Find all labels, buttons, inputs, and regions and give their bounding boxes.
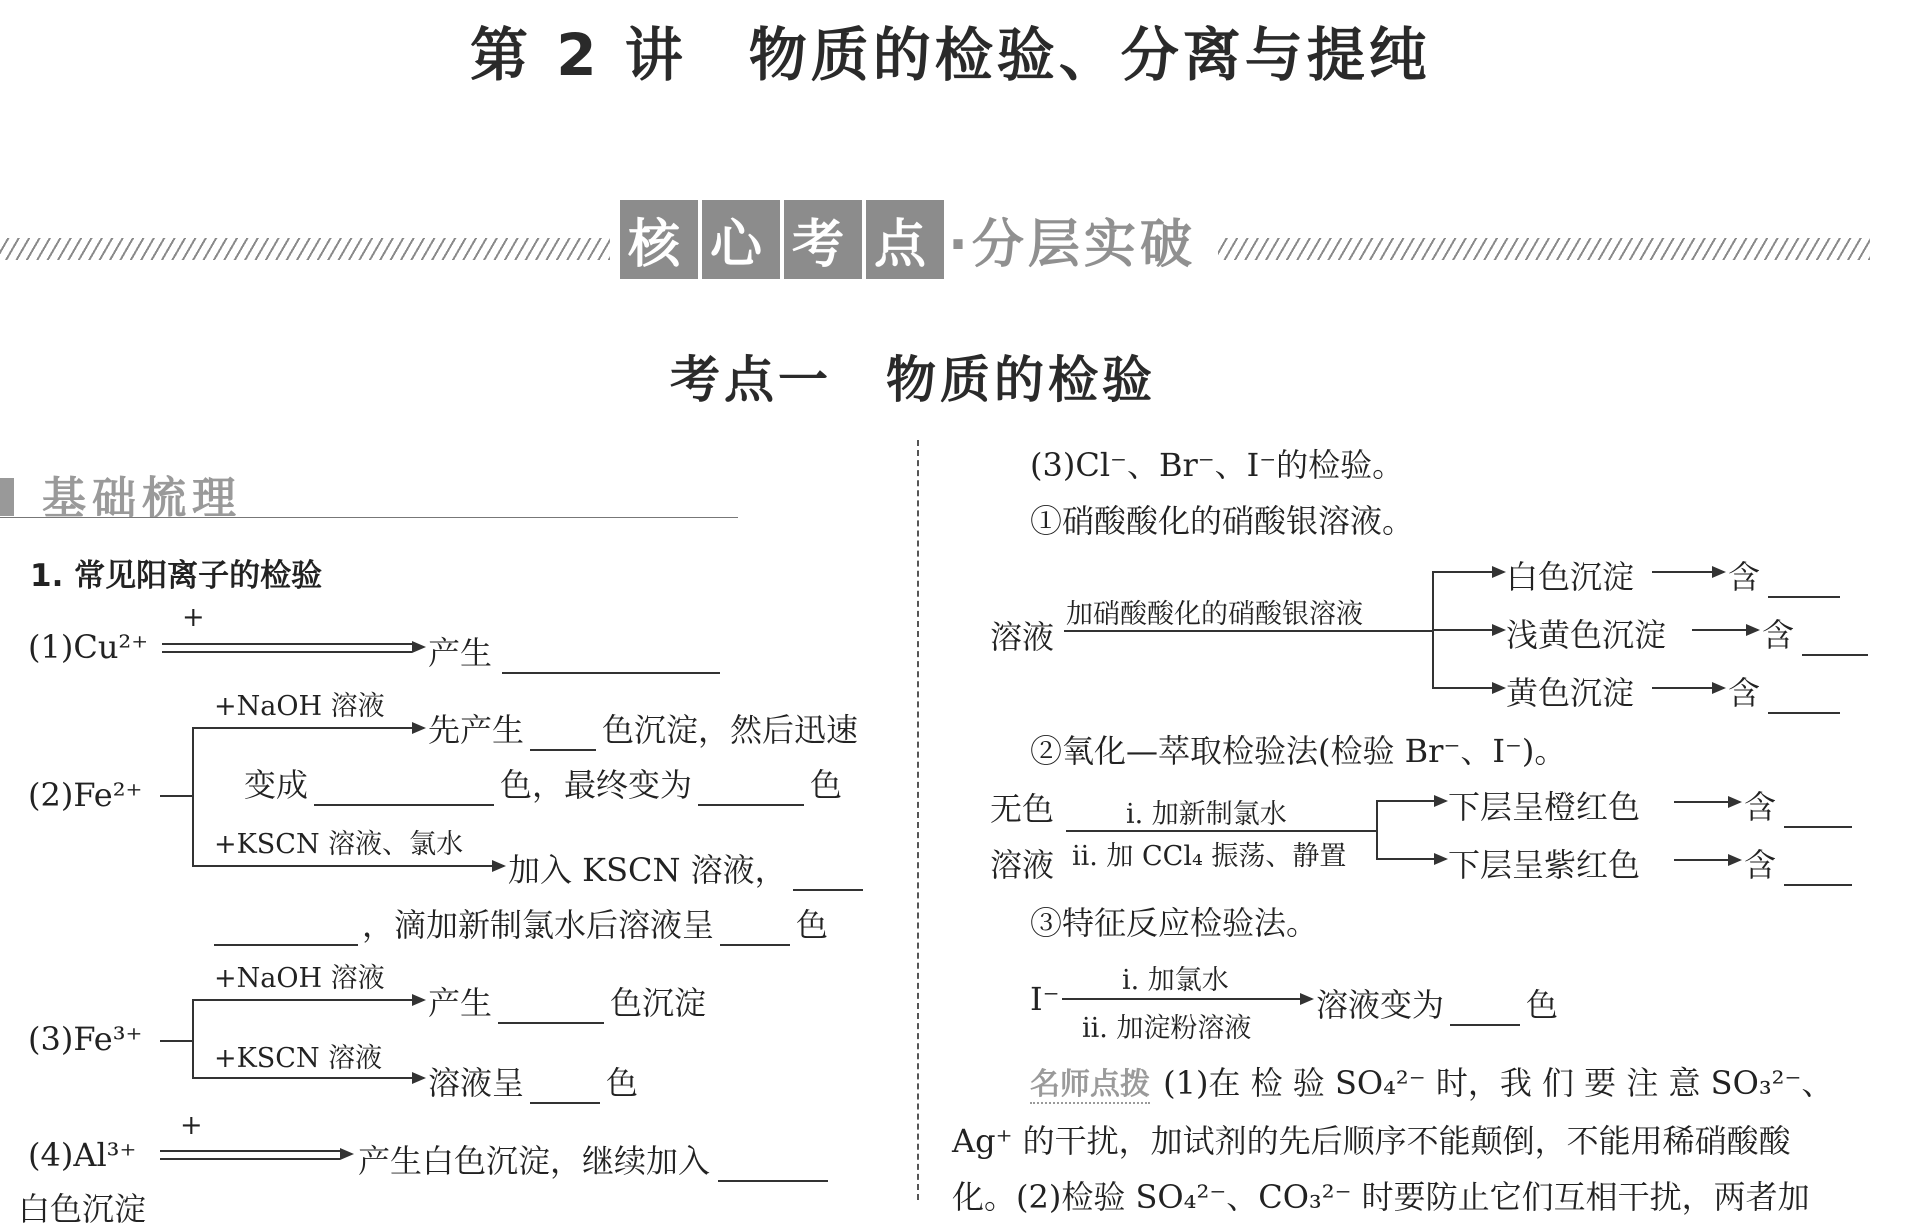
fe2-bracket [192,728,194,866]
m2-contain-purple [1744,840,1852,886]
teacher-tip-line3: 化。(2)检验 SO₄²⁻、CO₃²⁻ 时要防止它们互相干扰，两者加 [952,1178,1810,1216]
m1-solution: 溶液 [990,618,1055,656]
fe3-branch1-text-b: 色沉淀 [610,984,707,1022]
page-title: 第 2 讲 物质的检验、分离与提纯 [470,21,1431,89]
fe2-line2-a: 变成 [244,766,309,804]
answer-blank [498,992,604,1024]
al-ion: (4)Al³⁺ [28,1136,137,1174]
answer-blank [1784,796,1852,828]
m2-step2: ⅱ. 加 CCl₄ 振荡、静置 [1072,841,1347,872]
fe3-bracket [192,1000,194,1078]
m1-contain-label: 含 [1728,674,1761,712]
heading-cation-tests: 1. 常见阳离子的检验 [30,558,323,594]
fe2-branch1-reagent: +NaOH 溶液 [214,691,385,722]
banner-box-char: 核 [620,200,698,279]
banner-hatch-right [1218,238,1870,260]
teacher-tip-text: (1)在 检 验 SO₄²⁻ 时，我 们 要 注 意 SO₃²⁻、 [1163,1064,1834,1102]
fe2-branch2-text: 加入 KSCN 溶液， [508,851,787,889]
m2-contain-label: 含 [1744,846,1777,884]
m1-branch-label: 黄色沉淀 [1506,674,1635,712]
answer-blank [1450,994,1520,1026]
teacher-tip-label: 名师点拨 [1030,1067,1150,1102]
m2-branch-orange [1448,782,1640,828]
fe2-ion: (2)Fe²⁺ [28,776,143,814]
m1-contain-white [1728,552,1840,598]
fe2-branch1-result [428,705,858,751]
fe2-branch2-arrow [192,865,504,867]
m2-branch-purple [1448,840,1640,886]
m1-contain-label: 含 [1728,558,1761,596]
section-underline [0,517,738,518]
m2-branch-label: 下层呈橙红色 [1448,788,1641,826]
m2-branch-arrow [1376,800,1446,802]
m1-branch-arrow [1432,571,1504,573]
core-banner [620,200,1196,279]
m2-contain-arrow [1674,801,1740,803]
banner-box-char: 考 [784,200,862,279]
left-cutoff-text: 白色沉淀 [18,1190,147,1228]
answer-blank [530,1072,600,1104]
m3-step2: ⅱ. 加淀粉溶液 [1082,1013,1252,1044]
method3-title: ③特征反应检验法。 [1030,904,1319,942]
al-double-arrow [160,1150,340,1160]
answer-blank [718,1150,828,1182]
teacher-tip-line2: Ag⁺ 的干扰，加试剂的先后顺序不能颠倒，不能用稀硝酸酸 [952,1122,1791,1160]
m1-contain-arrow [1652,687,1724,689]
m2-branch-label: 下层呈紫红色 [1448,846,1641,884]
cu-result [428,628,720,674]
method2-title: ②氧化—萃取检验法(检验 Br⁻、I⁻)。 [1030,732,1567,770]
halide-heading: (3)Cl⁻、Br⁻、I⁻的检验。 [1030,446,1405,484]
m2-step1: ⅰ. 加新制氯水 [1126,799,1287,830]
fe2-line2 [244,760,842,806]
m1-contain-arrow [1652,571,1724,573]
answer-blank [1784,854,1852,886]
fe3-ion: (3)Fe³⁺ [28,1020,143,1058]
m1-branch-arrow [1432,629,1504,631]
fe2-stem [160,795,192,797]
answer-blank [314,774,494,806]
m2-bracket [1376,800,1378,858]
fe2-branch1-text-a: 先产生 [428,711,525,749]
fe3-branch1-arrow [192,999,424,1001]
fe2-line2-c: 色 [810,766,843,804]
m1-branch-arrow [1432,687,1504,689]
m3-result-a: 溶液变为 [1316,986,1445,1024]
fe2-line4 [214,900,828,946]
section-label: 基础梳理 [42,473,242,524]
m1-branch-label: 浅黄色沉淀 [1506,616,1667,654]
fe2-branch1-text-b: 色沉淀，然后迅速 [602,711,859,749]
m2-step-line [1066,830,1378,832]
fe2-branch1-arrow [192,727,424,729]
section-subtitle: 考点一 物质的检验 [670,351,1156,409]
answer-blank [720,914,790,946]
fe3-branch2-text-b: 色 [606,1064,639,1102]
m2-solution-a: 无色 [990,790,1055,828]
cu-double-arrow [162,643,412,653]
banner-hatch-left [0,238,610,260]
fe2-line4-text: ，滴加新制氯水后溶液呈 [362,906,715,944]
m1-contain-yellow [1728,668,1840,714]
fe3-branch1-result [428,978,706,1024]
banner-box-char: 心 [702,200,780,279]
m3-result-b: 色 [1526,986,1559,1024]
method1-title: ①硝酸酸化的硝酸银溶液。 [1030,502,1415,540]
answer-blank [214,914,358,946]
m1-branch-white [1506,552,1634,598]
cu-ion: (1)Cu²⁺ [28,628,149,666]
m3-result [1316,980,1558,1026]
fe3-branch1-reagent: +NaOH 溶液 [214,963,385,994]
banner-box-char: 点 [866,200,944,279]
fe2-line2-b: 色，最终变为 [500,766,693,804]
m3-arrow [1062,998,1312,1000]
column-separator [917,440,919,1200]
m1-branch-paleyellow [1506,610,1666,656]
cu-reagent: + [182,602,205,633]
section-marker [0,478,14,516]
al-result-text: 产生白色沉淀，继续加入 [358,1142,711,1180]
m2-branch-arrow [1376,858,1446,860]
m2-contain-orange [1744,782,1852,828]
m3-ion: I⁻ [1030,980,1060,1018]
answer-blank [1802,624,1868,656]
fe3-branch1-text-a: 产生 [428,984,493,1022]
m1-reagent: 加硝酸酸化的硝酸银溶液 [1066,599,1363,630]
fe3-branch2-result [428,1058,638,1104]
answer-blank [502,642,720,674]
m1-contain-paleyellow [1762,610,1868,656]
m2-contain-label: 含 [1744,788,1777,826]
teacher-tip-line1 [1030,1058,1833,1104]
al-reagent: + [180,1110,203,1141]
m1-branch-yellow [1506,668,1634,714]
answer-blank [530,719,596,751]
answer-blank [1768,566,1840,598]
answer-blank [698,774,804,806]
fe3-branch2-text-a: 溶液呈 [428,1064,525,1102]
answer-blank [793,859,863,891]
banner-subtitle: ·分层实破 [948,215,1196,275]
m1-reagent-line [1064,630,1434,632]
fe3-branch2-arrow [192,1077,424,1079]
al-result [358,1136,828,1182]
m2-solution-b: 溶液 [990,846,1055,884]
fe3-branch2-reagent: +KSCN 溶液 [214,1043,383,1074]
fe3-stem [160,1040,192,1042]
m2-contain-arrow [1674,859,1740,861]
cu-result-text: 产生 [428,634,493,672]
answer-blank [1768,682,1840,714]
m1-branch-label: 白色沉淀 [1506,558,1635,596]
fe2-line4-end: 色 [796,906,829,944]
m3-step1: ⅰ. 加氯水 [1122,965,1229,996]
m1-contain-arrow [1692,629,1758,631]
fe2-branch2-result [508,845,863,891]
fe2-branch2-reagent: +KSCN 溶液、氯水 [214,829,464,860]
m1-contain-label: 含 [1762,616,1795,654]
